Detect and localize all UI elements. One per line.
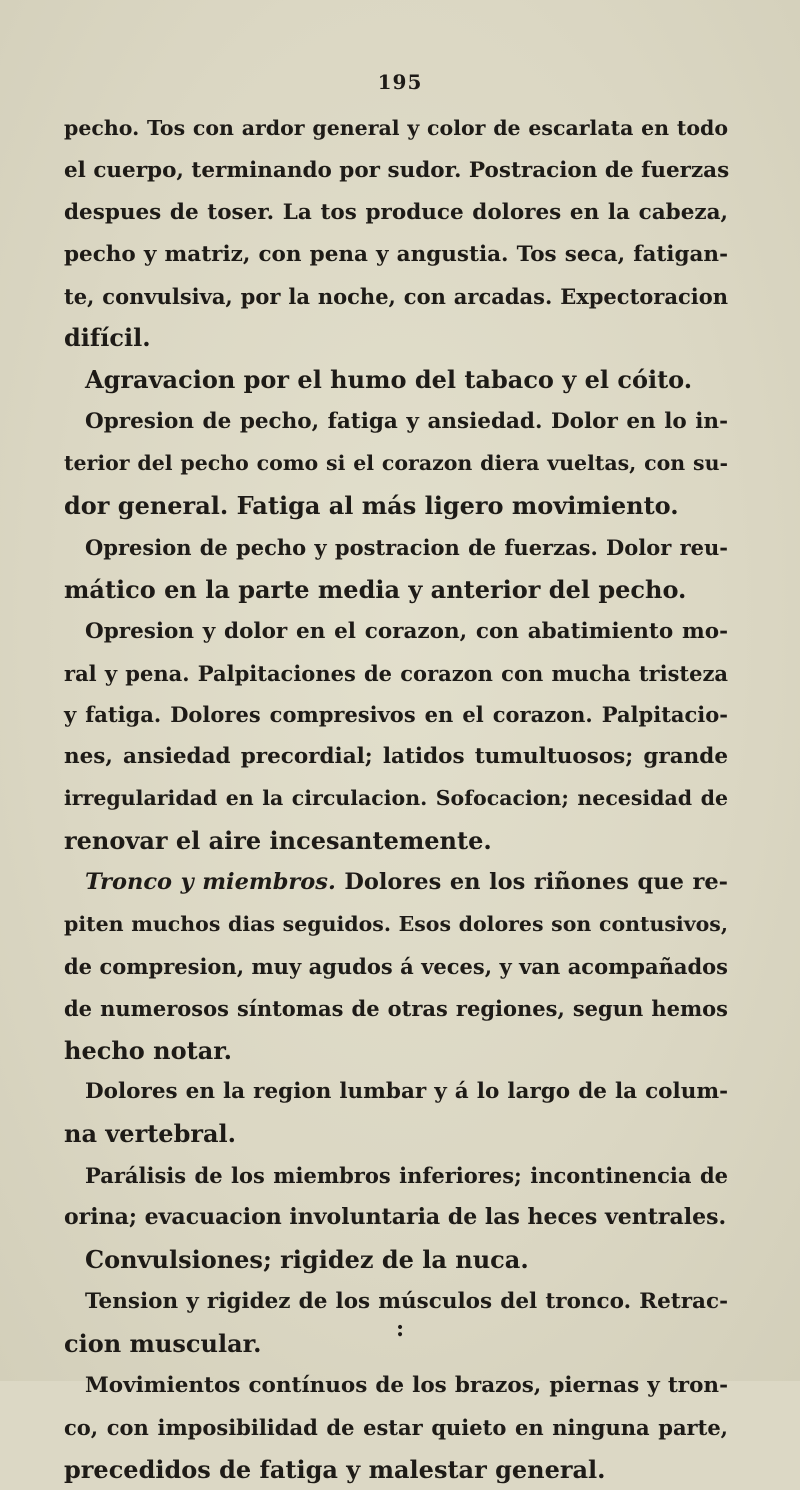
text-line bbox=[64, 1197, 728, 1239]
text-line bbox=[64, 1071, 728, 1113]
text-line bbox=[64, 862, 728, 904]
line-text: irregularidad en la circulacion. Sofocacion; necesidad de bbox=[64, 786, 728, 810]
line-text: pecho. Tos con ardor general y color de escarlata en todo bbox=[64, 116, 728, 140]
text-line bbox=[64, 694, 728, 736]
line-text: difícil. bbox=[64, 323, 151, 352]
text-line bbox=[64, 778, 728, 820]
section-heading: Tronco y miembros. bbox=[85, 869, 344, 895]
text-line bbox=[64, 611, 728, 653]
text-line bbox=[64, 485, 728, 527]
text-line bbox=[64, 527, 728, 569]
line-text: Opresion de pecho y postracion de fuerzas. Dolor reu- bbox=[85, 535, 728, 560]
line-text: Opresion de pecho, fatiga y ansiedad. Dolor en lo in- bbox=[85, 409, 728, 434]
text-line bbox=[64, 359, 728, 401]
line-text: Agravacion por el humo del tabaco y el cóito. bbox=[85, 365, 692, 394]
line-text: Dolores en la region lumbar y á lo largo de la colum- bbox=[85, 1079, 728, 1104]
text-line bbox=[64, 150, 728, 192]
text-line bbox=[64, 401, 728, 443]
line-text: el cuerpo, terminando por sudor. Postracion de fuerzas bbox=[64, 158, 729, 183]
page-number: 195 bbox=[0, 70, 800, 94]
body-text bbox=[64, 108, 728, 1490]
text-line bbox=[64, 1407, 728, 1449]
line-text: piten muchos dias seguidos. Esos dolores son contusivos, bbox=[64, 912, 728, 936]
line-text: pecho y matriz, con pena y angustia. Tos seca, fatigan- bbox=[64, 242, 728, 267]
text-line bbox=[64, 443, 728, 485]
line-text: despues de toser. La tos produce dolores en la cabeza, bbox=[64, 200, 728, 225]
text-line bbox=[64, 192, 728, 234]
line-text: terior del pecho como si el corazon diera vueltas, con su- bbox=[64, 451, 728, 475]
text-line bbox=[64, 276, 728, 318]
text-line bbox=[64, 988, 728, 1030]
line-text: Tension y rigidez de los músculos del tronco. Retrac- bbox=[85, 1289, 728, 1314]
text-line bbox=[64, 1365, 728, 1407]
line-text: renovar el aire incesantemente. bbox=[64, 826, 492, 855]
text-line bbox=[64, 820, 728, 862]
line-text: te, convulsiva, por la noche, con arcadas. Expectoracion bbox=[64, 284, 728, 309]
line-text: nes, ansiedad precordial; latidos tumultuosos; grande bbox=[64, 744, 728, 769]
line-text: de compresion, muy agudos á veces, y van acompañados bbox=[64, 954, 728, 979]
line-text: dor general. Fatiga al más ligero movimiento. bbox=[64, 491, 679, 520]
text-line bbox=[64, 569, 728, 611]
text-line bbox=[64, 1449, 728, 1490]
line-text: na vertebral. bbox=[64, 1119, 236, 1148]
text-line bbox=[64, 736, 728, 778]
line-text: de numerosos síntomas de otras regiones, segun hemos bbox=[64, 996, 728, 1021]
text-line bbox=[64, 234, 728, 276]
line-text: mático en la parte media y anterior del pecho. bbox=[64, 575, 686, 604]
text-line bbox=[64, 317, 728, 359]
text-line bbox=[64, 904, 728, 946]
text-line bbox=[64, 1030, 728, 1072]
text-line bbox=[64, 1155, 728, 1197]
line-text: Convulsiones; rigidez de la nuca. bbox=[85, 1245, 529, 1274]
line-text: Parálisis de los miembros inferiores; incontinencia de bbox=[85, 1163, 728, 1188]
text-line bbox=[64, 946, 728, 988]
line-text: y fatiga. Dolores compresivos en el corazon. Palpitacio- bbox=[64, 702, 728, 727]
footer-mark: : bbox=[0, 1316, 800, 1342]
text-line bbox=[64, 1239, 728, 1281]
line-text: co, con imposibilidad de estar quieto en ninguna parte, bbox=[64, 1415, 728, 1440]
line-text: Opresion y dolor en el corazon, con abatimiento mo- bbox=[85, 619, 728, 644]
line-text: hecho notar. bbox=[64, 1036, 232, 1065]
text-line bbox=[64, 1113, 728, 1155]
line-text: cion muscular. bbox=[64, 1329, 261, 1358]
text-line bbox=[64, 653, 728, 695]
line-text: orina; evacuacion involuntaria de las heces ventrales. bbox=[64, 1204, 726, 1230]
line-text: ral y pena. Palpitaciones de corazon con mucha tristeza bbox=[64, 661, 728, 686]
line-text: precedidos de fatiga y malestar general. bbox=[64, 1455, 606, 1484]
line-text: Dolores en los riñones que re- bbox=[344, 869, 728, 895]
text-line bbox=[64, 108, 728, 150]
line-text: Movimientos contínuos de los brazos, piernas y tron- bbox=[85, 1373, 728, 1398]
